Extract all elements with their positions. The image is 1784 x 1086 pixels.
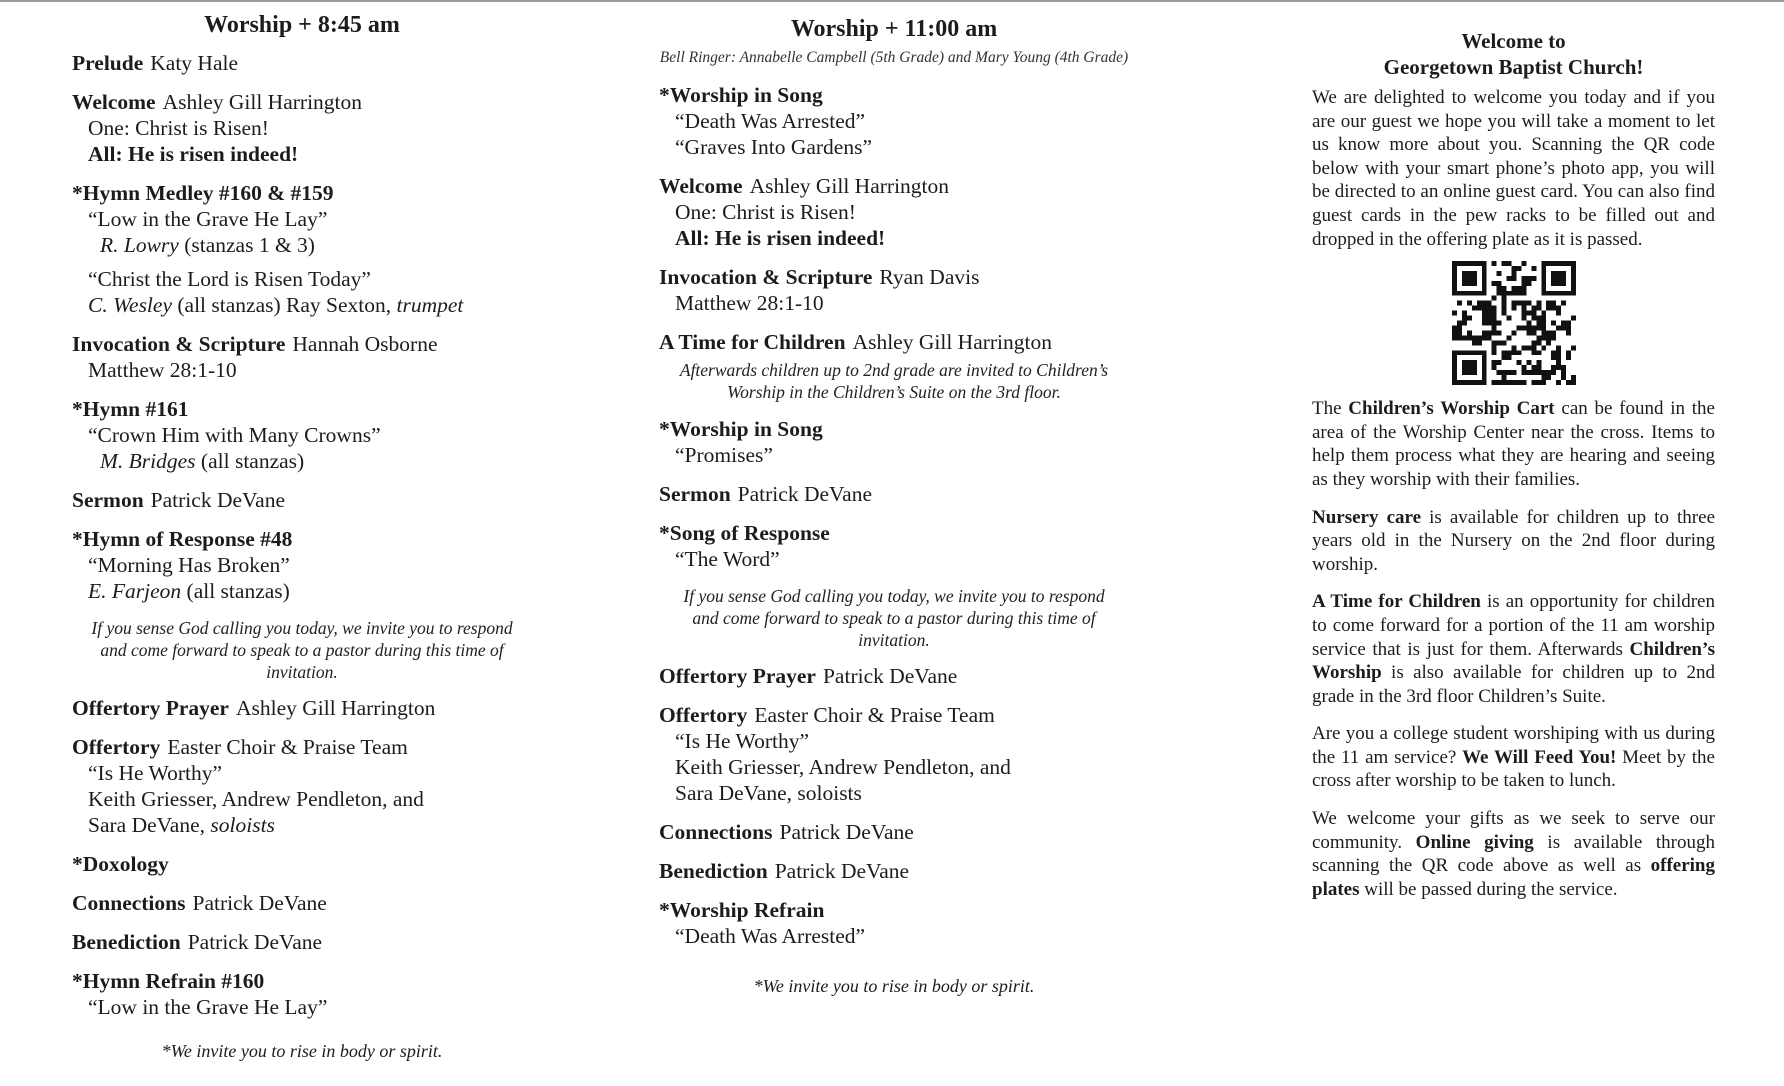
cart-post: can be found in the area of the Worship Center near the cross. Items to help them process what they are hearing and seeing as they worship with their families. [1312,398,1715,490]
college-pre: Are you a college student worshiping with us during the 11 am service? [1312,723,1715,768]
welcome [72,89,532,167]
offertory [659,702,1129,806]
college-bold: We Will Feed You! [1462,746,1617,768]
service-1100-column [659,14,1129,997]
sermon-title: Sermon [72,488,144,512]
intro-paragraph: We are delighted to welcome you today and if you are our guest we hope you will take a moment to let us know more about you. Scanning the QR code below with your smart phone’s photo app, you will be directed to an online guest card. You can also find guest cards in the pew racks to be filled out and dropped in the offering plate as it is passed. [1312,87,1715,250]
cart-pre: The [1312,398,1349,420]
hymn-refrain-song: “Low in the Grave He Lay” [88,995,328,1019]
invocation-scripture: Matthew 28:1-10 [675,291,824,315]
welcome-title: Welcome [72,90,156,114]
offertory [72,734,532,838]
offertory-title: Offertory [659,703,748,727]
invocation [659,264,1129,316]
benediction-person: Patrick DeVane [774,859,910,883]
hymn-medley-song1: “Low in the Grave He Lay” [88,207,328,231]
college-post: Meet by the cross after worship to be taken to lunch. [1312,746,1715,792]
worship-refrain-song: “Death Was Arrested” [675,924,866,948]
hymn-refrain [72,968,532,1020]
hymn-refrain-title: *Hymn Refrain #160 [72,969,265,993]
hymn-161-song: “Crown Him with Many Crowns” [88,423,381,447]
hymn-medley [72,180,532,318]
offertory-song: “Is He Worthy” [88,761,222,785]
hymn-response [72,526,532,604]
worship-song-1-song1: “Death Was Arrested” [675,109,866,133]
invocation-title: Invocation & Scripture [659,265,873,289]
welcome-column [1312,28,1715,915]
time-for-children [659,329,1129,403]
invitation-note: If you sense God calling you today, we invite you to respond and come forward to speak to a pastor during this time of invitation. [91,618,513,682]
tfc-bold2: Children’s Worship [1312,638,1715,684]
gifts-paragraph [1312,807,1715,901]
welcome-one: One: Christ is Risen! [675,200,856,224]
welcome [659,173,1129,251]
welcome-one: One: Christ is Risen! [88,116,269,140]
welcome-all: All: He is risen indeed! [675,226,886,250]
invocation-person: Ryan Davis [879,265,980,289]
doxology [72,851,532,877]
offertory-soloists-1: Keith Griesser, Andrew Pendleton, and [675,755,1011,779]
welcome-title: Welcome [659,174,743,198]
tfc-bold: A Time for Children [1312,591,1481,613]
offertory-soloists-2-line [72,812,532,838]
hymn-medley-author1: R. Lowry [100,233,179,257]
benediction-person: Patrick DeVane [187,930,323,954]
sermon-person: Patrick DeVane [150,488,285,512]
welcome-heading [1312,28,1715,80]
connections [659,819,1129,845]
offertory-prayer [72,695,532,721]
sermon-title: Sermon [659,482,731,506]
gifts-mid: is available through scanning the QR code above as well as [1312,831,1715,877]
bell-ringer: Bell Ringer: Annabelle Campbell (5th Grade) and Mary Young (4th Grade) [659,49,1129,66]
invitation-note: If you sense God calling you today, we invite you to respond and come forward to speak to a pastor during this time of invitation. [683,586,1105,650]
hymn-medley-author2: C. Wesley [88,293,172,317]
sermon [659,481,1129,507]
qr-code-graphic [1451,261,1577,385]
qr-code-icon[interactable] [1451,261,1577,385]
hymn-medley-instrument: trumpet [396,293,464,317]
worship-cart-paragraph [1312,397,1715,491]
tfc-post: is also available for children up to 2nd grade in the 3rd floor Children’s Suite. [1312,662,1715,707]
worship-song-1 [659,82,1129,160]
sermon-person: Patrick DeVane [737,482,872,506]
time-for-children-person: Ashley Gill Harrington [852,330,1053,354]
time-for-children-title: A Time for Children [659,330,846,354]
benediction [72,929,532,955]
hymn-161-author: M. Bridges [100,449,196,473]
offertory-prayer-title: Offertory Prayer [659,664,816,688]
nursery-post: is available for children up to three years old in the Nursery on the 2nd floor during worship. [1312,506,1716,575]
worship-song-1-title: *Worship in Song [659,83,823,107]
prelude-person: Katy Hale [150,51,239,75]
hymn-medley-author2-line [72,292,532,318]
doxology-title: *Doxology [72,852,169,876]
worship-song-2-song: “Promises” [675,443,773,467]
offertory-person: Easter Choir & Praise Team [167,735,408,759]
service-845-title: Worship + 8:45 am [204,12,400,38]
hymn-161-title: *Hymn #161 [72,397,189,421]
prelude [72,50,532,76]
hymn-161 [72,396,532,474]
offertory-soloists-2: Sara DeVane, soloists [675,781,862,805]
hymn-response-stanzas: (all stanzas) [181,579,290,603]
welcome-all: All: He is risen indeed! [88,142,299,166]
invocation-title: Invocation & Scripture [72,332,286,356]
gifts-post: will be passed during the service. [1359,878,1618,900]
welcome-person: Ashley Gill Harrington [162,90,363,114]
worship-song-1-song2: “Graves Into Gardens” [675,135,872,159]
rise-footer: *We invite you to rise in body or spirit. [161,1041,443,1061]
gifts-pre: We welcome your gifts as we seek to serve our community. [1312,808,1715,853]
offertory-prayer-person: Patrick DeVane [822,664,958,688]
connections-title: Connections [72,891,186,915]
benediction-title: Benediction [659,859,768,883]
college-paragraph [1312,722,1715,793]
time-for-children-paragraph [1312,590,1715,708]
worship-refrain [659,897,1129,949]
nursery-bold: Nursery care [1312,506,1422,528]
worship-refrain-title: *Worship Refrain [659,898,825,922]
sermon [72,487,532,513]
invocation [72,331,532,383]
hymn-response-author-line [72,578,532,604]
worship-song-2-title: *Worship in Song [659,417,823,441]
song-response-title: *Song of Response [659,521,830,545]
offertory-prayer [659,663,1129,689]
rise-footer: *We invite you to rise in body or spirit. [753,976,1035,996]
hymn-response-song: “Morning Has Broken” [88,553,290,577]
nursery-paragraph [1312,506,1715,577]
hymn-medley-song2: “Christ the Lord is Risen Today” [88,267,371,291]
gifts-bold2: offering plates [1312,855,1715,900]
cart-bold: Children’s Worship Cart [1348,398,1555,420]
offertory-soloists-label: soloists [210,813,275,837]
offertory-prayer-person: Ashley Gill Harrington [235,696,436,720]
offertory-soloists-2: Sara DeVane, [88,813,211,837]
hymn-medley-stanzas1: (stanzas 1 & 3) [178,233,315,257]
invocation-scripture: Matthew 28:1-10 [88,358,237,382]
connections [72,890,532,916]
invocation-person: Hannah Osborne [292,332,438,356]
welcome-person: Ashley Gill Harrington [749,174,950,198]
hymn-medley-stanzas2: (all stanzas) Ray Sexton, [172,293,397,317]
benediction [659,858,1129,884]
worship-song-2 [659,416,1129,468]
offertory-title: Offertory [72,735,161,759]
offertory-song: “Is He Worthy” [675,729,809,753]
top-border [0,0,1784,2]
connections-person: Patrick DeVane [779,820,914,844]
service-845-column [72,10,532,1062]
hymn-medley-title: *Hymn Medley #160 & #159 [72,181,334,205]
song-response [659,520,1129,572]
song-response-song: “The Word” [675,547,780,571]
offertory-soloists-1: Keith Griesser, Andrew Pendleton, and [88,787,424,811]
tfc-mid: is an opportunity for children to come forward for a portion of the 11 am worship service that is just for them. Afterwards [1312,591,1715,660]
welcome-heading-line2: Georgetown Baptist Church! [1383,55,1644,79]
welcome-heading-line1: Welcome to [1461,29,1566,53]
hymn-response-title: *Hymn of Response #48 [72,527,293,551]
time-for-children-note: Afterwards children up to 2nd grade are invited to Children’s Worship in the Children’s Suite on the 3rd floor. [679,360,1109,402]
gifts-bold: Online giving [1415,831,1534,853]
prelude-title: Prelude [72,51,144,75]
service-1100-title: Worship + 11:00 am [790,16,998,42]
hymn-medley-author1-line [72,232,532,258]
hymn-161-author-line [72,448,532,474]
hymn-161-stanzas: (all stanzas) [195,449,305,473]
connections-title: Connections [659,820,773,844]
hymn-response-author: E. Farjeon [88,579,182,603]
connections-person: Patrick DeVane [192,891,327,915]
offertory-person: Easter Choir & Praise Team [754,703,995,727]
benediction-title: Benediction [72,930,181,954]
offertory-prayer-title: Offertory Prayer [72,696,229,720]
